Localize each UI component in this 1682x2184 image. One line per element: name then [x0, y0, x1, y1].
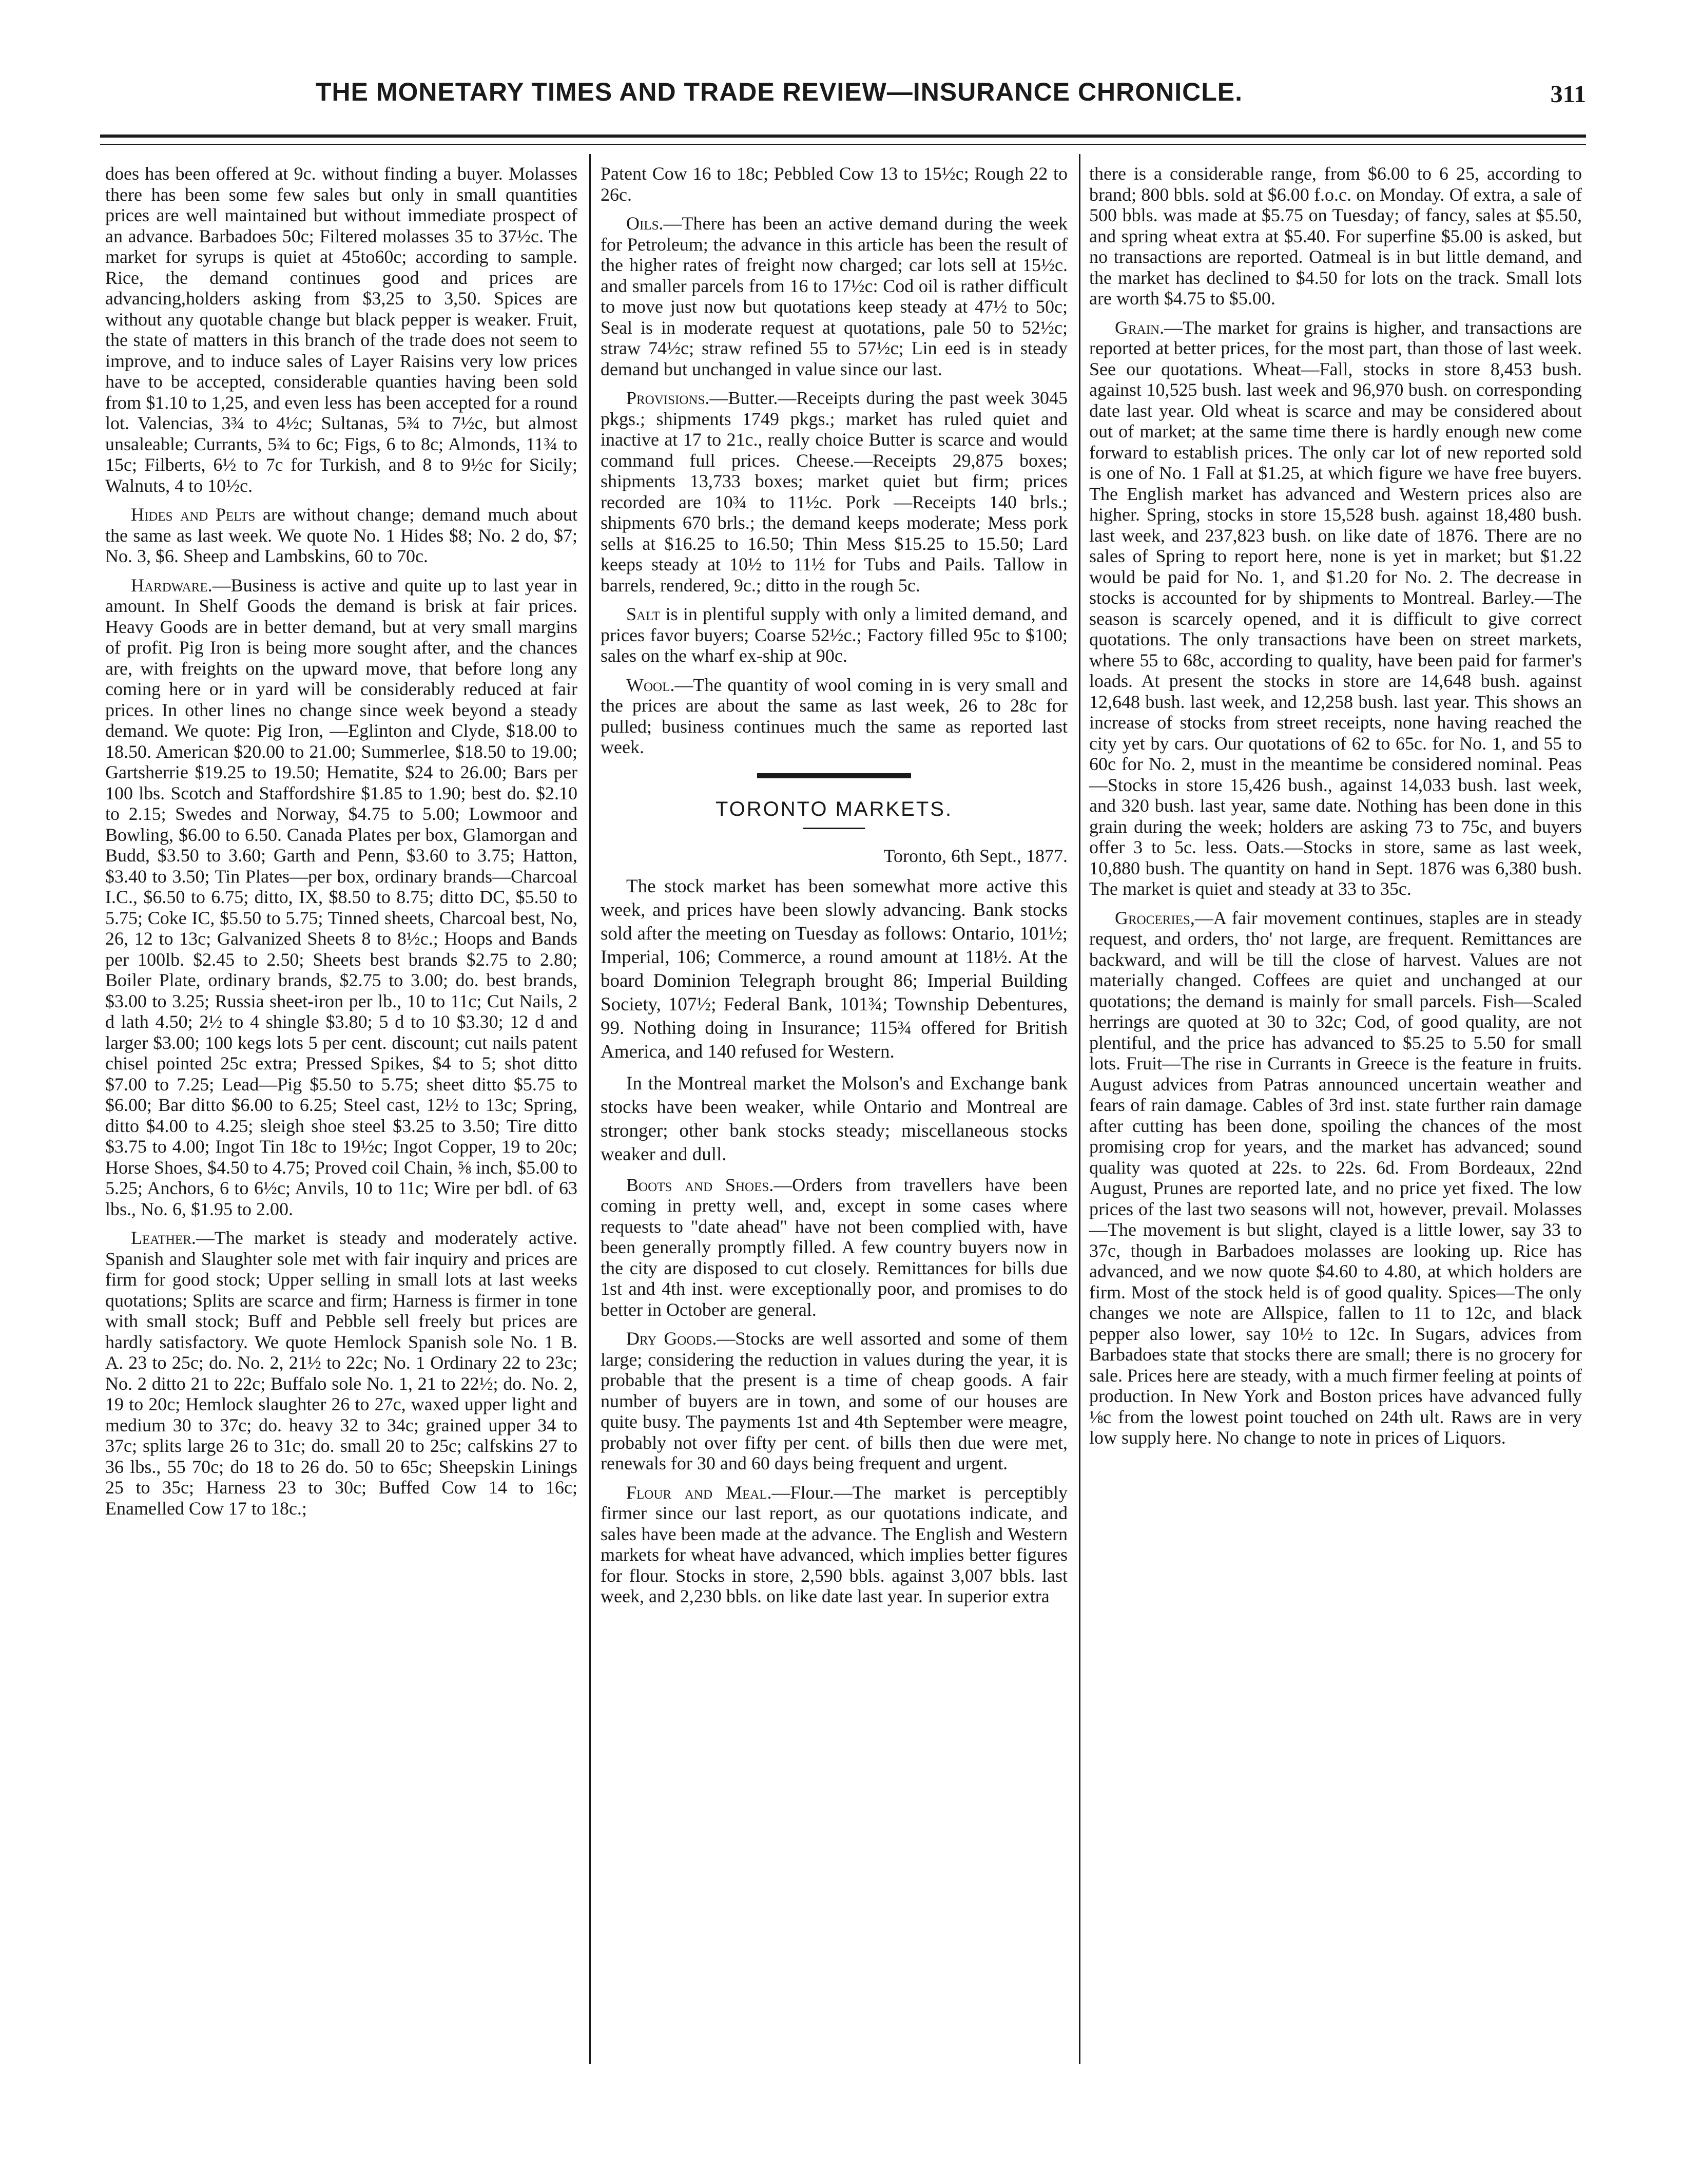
hardware-lead: Hardware. [131, 574, 212, 596]
column-divider-1 [589, 154, 591, 2064]
wool-paragraph [601, 675, 1068, 758]
column-3 [1089, 163, 1582, 1457]
provisions-lead: Provisions. [626, 388, 710, 408]
stock-market-paragraph: The stock market has been somewhat more active this week, and prices have been slowly advancing. Bank stocks sold after the meeting on Tuesday as follows: Ontario, 101½; Imperial, 106; Commerce, a round amount at 118½. At the board Dominion Telegraph brought 86; Imperial Building Society, 107½; Federal Bank, 101¾; Township Debentures, 99. Nothing doing in Insurance; 115¾ offered for British America, and 140 refused for Western. [601, 875, 1068, 1062]
salt-text: is in plentiful supply with only a limited demand, and prices favor buyers; Coarse 52½c.; Factory filled 95c to $100; sales on the wharf ex-ship at 90c. [601, 604, 1068, 666]
groceries-lead: Groceries, [1115, 907, 1195, 928]
hardware-text: —Business is active and quite up to last year in amount. In Shelf Goods the demand is brisk at fair prices. Heavy Goods are in better demand, but at very small margins of profit. Pig Iron is being more sought after, and the chances are, with freights on the upward move, that before long any coming here or in yard will be considerably reduced at fair prices. In other lines no change since week beyond a steady demand. We quote: Pig Iron, —Eglinton and Clyde, $18.00 to 18.50. American $20.00 to 21.00; Summerlee, $18.50 to 19.00; Gartsherrie $19.25 to 19.50; Hematite, $24 to 26.00; Bars per 100 lbs. Scotch and Staffordshire $1.85 to 1.90; best do. $2.10 to 2.15; Swedes and Norway, $4.75 to 5.00; Lowmoor and Bowling, $6.00 to 6.50. Canada Plates per box, Glamorgan and Budd, $3.50 to 3.60; Garth and Penn, $3.60 to 3.75; Hatton, $3.40 to 3.50; Tin Plates—per box, ordinary brands—Charcoal I.C., $6.50 to 6.75; ditto, IX, $8.50 to 8.75; ditto DC, $5.50 to 5.75; Coke IC, $5.50 to 5.75; Tinned sheets, Charcoal best, No, 26, 12 to 13c; Galvanized Sheets 8 to 8½c.; Hoops and Bands per 100lb. $2.45 to 2.50; Sheets best brands $2.75 to 2.80; Boiler Plate, ordinary brands, $2.75 to 3.00; do. best brands, $3.00 to 3.25; Russia sheet-iron per lb., 10 to 11c; Cut Nails, 2 d lath 4.50; 2½ to 4 shingle $3.80; 5 d to 10 $3.30; 12 d and larger $3.00; 100 kegs lots 5 per cent. discount; cut nails patent chisel pointed 25c extra; Pressed Spikes, $4 to 5; shot ditto $7.00 to 7.25; Lead—Pig $5.50 to 5.75; sheet ditto $5.75 to $6.00; Bar ditto $6.00 to 6.25; Steel cast, 12½ to 13c; Spring, ditto $4.00 to 4.25; sleigh shoe steel $3.25 to 3.50; Tire ditto $3.75 to 4.00; Ingot Tin 18c to 19½c; Ingot Copper, 19 to 20c; Horse Shoes, $4.50 to 4.75; Proved coil Chain, ⅝ inch, $5.00 to 5.25; Anchors, 6 to 6½c; Anvils, 10 to 11c; Wire per bdl. of 63 lbs., No. 6, $1.95 to 2.00. [105, 574, 577, 1219]
flour-meal-text: —Flour.—The market is perceptibly firmer since our last report, as our quotations indicate, and sales have been made at the advance. The English and Western markets for wheat have advanced, which implies better figures for flour. Stocks in store, 2,590 bbls. against 3,007 bbls. last week, and 2,230 bbls. on like date last year. In superior extra [601, 1482, 1068, 1606]
wool-text: —The quantity of wool coming in is very small and the prices are about the same as last week, 26 to 28c for pulled; business continues much the same as reported last week. [601, 674, 1068, 757]
column-1 [105, 163, 577, 1527]
molasses-fruit-paragraph: does has been offered at 9c. without finding a buyer. Molasses there has been some few sales but only in small quantities prices are well maintained but without immediate prospect of an advance. Barbadoes 50c; Filtered molasses 35 to 37½c. The market for syrups is quiet at 45to60c; according to sample. Rice, the demand continues good and prices are advancing,holders asking from $3,25 to 3,50. Spices are without any quotable change but black pepper is weaker. Fruit, the state of matters in this branch of the trade does not seem to improve, and to induce sales of Layer Raisins very low prices have to be accepted, considerable quanties having been sold from $1.10 to 1,25, and even less has been accepted for a round lot. Valencias, 3¾ to 4½c; Sultanas, 5¾ to 7½c, but almost unsaleable; Currants, 5¾ to 6c; Figs, 6 to 8c; Almonds, 11¾ to 15c; Filberts, 6½ to 7c for Turkish, and 8 to 9½c for Sicily; Walnuts, 4 to 10½c. [105, 163, 577, 496]
boots-shoes-text: —Orders from travellers have been coming in pretty well, and, except in some cases where requests to "date ahead" have not been complied with, have been generally promptly filled. A few country buyers now in the city are disposed to cut closely. Remittances for bills due 1st and 4th inst. were exceptionally poor, and promises to do better in October are general. [601, 1174, 1068, 1320]
salt-lead: Salt [626, 604, 661, 624]
leather-lead: Leather. [131, 1228, 196, 1248]
flour-continued-paragraph: there is a considerable range, from $6.00 to 6 25, according to brand; 800 bbls. sold at $6.00 f.o.c. on Monday. Of extra, a sale of 500 bbls. was made at $5.75 on Tuesday; of fancy, sales at $5.50, and spring wheat extra at $5.40. For superfine $5.00 is asked, but no transactions are reported. Oatmeal is in but little demand, and the market has declined to $4.50 for lots on the track. Small lots are worth $4.75 to $5.00. [1089, 163, 1582, 309]
page-number: 311 [1550, 81, 1586, 108]
hardware-paragraph [105, 575, 577, 1220]
dry-goods-lead: Dry Goods. [626, 1328, 717, 1349]
header-rule-thin [100, 144, 1586, 145]
provisions-paragraph [601, 388, 1068, 596]
running-title: THE MONETARY TIMES AND TRADE REVIEW—INSURANCE CHRONICLE. [316, 78, 1243, 106]
grain-lead: Grain. [1115, 317, 1165, 338]
boots-shoes-paragraph [601, 1175, 1068, 1320]
dry-goods-text: —Stocks are well assorted and some of them large; considering the reduction in values during the year, it is probable that the present is a time of cheap goods. A fair number of buyers are in town, and some of our houses are quite busy. The payments 1st and 4th September were meagre, probably not over fifty per cent. of bills then due were met, renewals for 30 and 60 days being frequent and urgent. [601, 1328, 1068, 1473]
flour-meal-lead: Flour and Meal. [626, 1482, 772, 1503]
section-divider-rule [757, 773, 911, 778]
column-divider-2 [1079, 154, 1080, 2064]
leather-paragraph [105, 1228, 577, 1519]
leather-continued-paragraph: Patent Cow 16 to 18c; Pebbled Cow 13 to 15½c; Rough 22 to 26c. [601, 163, 1068, 205]
groceries-paragraph [1089, 908, 1582, 1448]
salt-paragraph [601, 604, 1068, 666]
groceries-text: —A fair movement continues, staples are in steady request, and orders, tho' not large, are frequent. Remittances are backward, and will be till the close of harvest. Values are not materially changed. Coffees are quiet and unchanged at our quotations; the demand is mainly for small parcels. Fish—Scaled herrings are quoted at 30 to 32c; Cod, of good quality, are not plentiful, and the price has advanced to $5.25 to 5.50 for small lots. Fruit—The rise in Currants in Greece is the feature in fruits. August advices from Patras announced uncertain weather and fears of rain damage. Cables of 3rd inst. state further rain damage after cutting has been done, spoiling the chances of the most promising crop for years, and the market has advanced; sound quality was quoted at 22s. to 22s. 6d. From Bordeaux, 22nd August, Prunes are reported late, and no price yet fixed. The low prices of the last two seasons will not, however, prevail. Molasses—The movement is but slight, clayed is a little lower, say 33 to 37c, though in Barbadoes molasses are looking up. Rice has advanced, and we now quote $4.60 to 4.80, at which holders are firm. Most of the stock held is of good quality. Spices—The only changes we note are Allspice, fallen to 11 to 12c, and black pepper also lower, say 10½ to 12c. In Sugars, advices from Barbadoes state that stocks there are small; there is no grocery for sale. Prices here are steady, with a much firmer feeling at points of production. In New York and Boston prices have advanced fully ⅛c from the lowest point touched on 24th ult. Raws are in very low supply here. No change to note in prices of Liquors. [1089, 907, 1582, 1448]
wool-lead: Wool. [626, 674, 675, 695]
hides-pelts-lead: Hides and Pelts [131, 504, 256, 525]
section-title: TORONTO MARKETS. [715, 797, 953, 820]
leather-text: —The market is steady and moderately active. Spanish and Slaughter sole met with fair inquiry and prices are firm for good stock; Upper selling in small lots at last weeks quotations; Splits are scarce and firm; Harness is firmer in tone with small stock; Buff and Pebble sell freely but prices are hardly satisfactory. We quote Hemlock Spanish sole No. 1 B. A. 23 to 25c; do. No. 2, 21½ to 22c; No. 1 Ordinary 22 to 23c; No. 2 ditto 21 to 22c; Buffalo sole No. 1, 21 to 22½; do. No. 2, 19 to 20c; Hemlock slaughter 26 to 27c, waxed upper light and medium 30 to 37c; do. heavy 32 to 34c; grained upper 34 to 37c; splits large 26 to 31c; do. small 20 to 25c; calfskins 27 to 36 lbs., 55 70c; do 18 to 26 do. 50 to 65c; Sheepskin Linings 25 to 35c; Harness 23 to 30c; Buffed Cow 14 to 16c; Enamelled Cow 17 to 18c.; [105, 1228, 577, 1519]
hides-pelts-text: are without change; demand much about the same as last week. We quote No. 1 Hides $8; No. 2 do, $7; No. 3, $6. Sheep and Lambskins, 60 to 70c. [105, 504, 577, 566]
flour-meal-paragraph [601, 1482, 1068, 1607]
column-2 [601, 163, 1068, 1615]
boots-shoes-lead: Boots and Shoes. [626, 1174, 774, 1195]
montreal-market-paragraph: In the Montreal market the Molson's and Exchange bank stocks have been weaker, while Ontario and Montreal are stronger; other bank stocks steady; miscellaneous stocks weaker and dull. [601, 1072, 1068, 1165]
dateline: Toronto, 6th Sept., 1877. [883, 846, 1068, 866]
section-title-underline [803, 828, 865, 829]
dry-goods-paragraph [601, 1328, 1068, 1474]
oils-paragraph [601, 213, 1068, 379]
oils-lead: Oils. [626, 213, 664, 234]
grain-paragraph [1089, 317, 1582, 899]
grain-text: —The market for grains is higher, and transactions are reported at better prices, for the most part, than those of last week. See our quotations. Wheat—Fall, stocks in store 8,453 bush. against 10,525 bush. last week and 96,970 bush. on corresponding date last year. Old wheat is scarce and may be considered about out of market; at the same time there is hardly enough new come forward to establish prices. The only car lot of new reported sold is one of No. 1 Fall at $1.25, at which figure we have free buyers. The English market has advanced and Western prices also are higher. Spring, stocks in store 15,528 bush. against 18,480 bush. last week, and 237,823 bush. on like date of 1876. There are no sales of Spring to report here, none is yet in market; but $1.22 would be paid for No. 1, and $1.20 for No. 2. The decrease in stocks is accounted for by shipments to Montreal. Barley.—The season is scarcely opened, and it is difficult to give correct quotations. The only transactions have been on street markets, where 55 to 68c, according to quality, have been paid for farmer's loads. At present the stocks in store are 14,648 bush. against 12,648 bush. last week, and 12,258 bush. last year. This shows an increase of stocks from street receipts, none having reached the city yet by cars. Our quotations of 62 to 65c. for No. 1, and 55 to 60c for No. 2, must in the meantime be considered nominal. Peas—Stocks in store 15,426 bush., against 14,033 bush. last week, and 320 bush. last year, same date. Nothing has been done in this grain during the week; holders are asking 73 to 75c, and buyers offer 3 to 5c. less. Oats.—Stocks in store, same as last week, 10,880 bush. The quantity on hand in Sept. 1876 was 6,380 bush. The market is quiet and steady at 33 to 35c. [1089, 317, 1582, 899]
masthead [100, 77, 1586, 123]
header-rule-thick [100, 135, 1586, 138]
provisions-text: —Butter.—Receipts during the past week 3045 pkgs.; shipments 1749 pkgs.; market has ruled quiet and inactive at 17 to 21c., really choice Butter is scarce and would command full prices. Cheese.—Receipts 29,875 boxes; shipments 13,733 boxes; market quiet but firm; prices recorded are 10¾ to 11½c. Pork —Receipts 140 brls.; shipments 670 brls.; the demand keeps moderate; Mess pork sells at $16.25 to 16.50; Thin Mess $15.25 to 15.50; Lard keeps steady at 10½ to 11½ for Tubs and Pails. Tallow in barrels, rendered, 9c.; ditto in the rough 5c. [601, 388, 1068, 596]
oils-text: —There has been an active demand during the week for Petroleum; the advance in this article has been the result of the higher rates of freight now charged; car lots sell at 15½c. and smaller parcels from 16 to 17½c: Cod oil is rather difficult to move just now but quotations keep steady at 47½ to 50c; Seal is in moderate request at quotations, pale 50 to 52½c; straw 74½c; straw refined 55 to 57½c; Lin eed is in steady demand but unchanged in value since our last. [601, 213, 1068, 379]
hides-pelts-paragraph [105, 504, 577, 567]
